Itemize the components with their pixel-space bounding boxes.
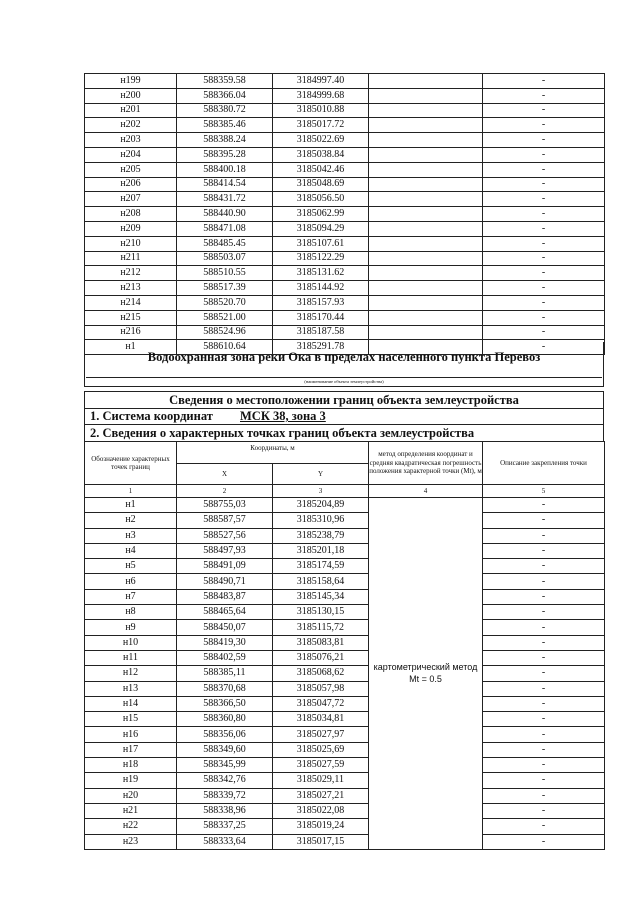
point-description: - (483, 559, 605, 574)
coord-x: 588356,06 (177, 727, 273, 742)
coord-y: 3185238,79 (273, 528, 369, 543)
point-id: н203 (85, 133, 177, 148)
point-description: - (483, 295, 605, 310)
coord-y: 3185076,21 (273, 650, 369, 665)
point-id: н210 (85, 236, 177, 251)
coord-x: 588450,07 (177, 620, 273, 635)
coord-x: 588520.70 (177, 295, 273, 310)
point-id: н204 (85, 147, 177, 162)
table-row (85, 605, 605, 620)
point-description: - (483, 574, 605, 589)
coord-y: 3185291.78 (273, 340, 369, 355)
coordinate-system-label: 1. Система координат (90, 409, 213, 423)
point-id: н9 (85, 620, 177, 635)
coord-y: 3185115,72 (273, 620, 369, 635)
points-table-continued (84, 73, 605, 355)
coord-x: 588342,76 (177, 773, 273, 788)
point-description: - (483, 513, 605, 528)
coord-x: 588360,80 (177, 712, 273, 727)
coord-y: 3185201,18 (273, 543, 369, 558)
coord-x: 588385.46 (177, 118, 273, 133)
point-id: н201 (85, 103, 177, 118)
table-row (85, 498, 605, 513)
point-id: н12 (85, 666, 177, 681)
coord-x: 588491,09 (177, 559, 273, 574)
method-cell (369, 207, 483, 222)
point-description: - (483, 162, 605, 177)
coord-y: 3185038.84 (273, 147, 369, 162)
coord-x: 588370,68 (177, 681, 273, 696)
method-cell (369, 103, 483, 118)
method-cell (369, 133, 483, 148)
point-description: - (483, 605, 605, 620)
table-row (85, 74, 605, 89)
coord-x: 588337,25 (177, 819, 273, 834)
header-y: Y (273, 464, 369, 485)
coord-y: 3185083,81 (273, 635, 369, 650)
coord-x: 588385,11 (177, 666, 273, 681)
header-desc: Описание закрепления точки (483, 442, 605, 485)
point-description: - (483, 147, 605, 162)
point-description: - (483, 620, 605, 635)
point-description: - (483, 712, 605, 727)
table-row (85, 788, 605, 803)
table-row (85, 620, 605, 635)
point-description: - (483, 666, 605, 681)
col-number: 3 (273, 485, 369, 498)
coord-x: 588527,56 (177, 528, 273, 543)
coord-y: 3185107.61 (273, 236, 369, 251)
method-cell (369, 192, 483, 207)
coord-x: 588414.54 (177, 177, 273, 192)
method-cell (369, 177, 483, 192)
method-cell (369, 162, 483, 177)
point-description: - (483, 118, 605, 133)
coord-x: 588338,96 (177, 803, 273, 818)
table-row (85, 819, 605, 834)
coordinate-system-row (84, 408, 604, 425)
col-number: 4 (369, 485, 483, 498)
coord-y: 3185010.88 (273, 103, 369, 118)
point-description: - (483, 788, 605, 803)
coord-x: 588380.72 (177, 103, 273, 118)
point-description: - (483, 192, 605, 207)
point-description: - (483, 340, 605, 355)
coord-y: 3185056.50 (273, 192, 369, 207)
coord-y: 3185022.69 (273, 133, 369, 148)
coord-x: 588497,93 (177, 543, 273, 558)
coord-y: 3185131.62 (273, 266, 369, 281)
point-description: - (483, 236, 605, 251)
point-id: н18 (85, 758, 177, 773)
header-row (85, 442, 605, 464)
coord-x: 588465,64 (177, 605, 273, 620)
point-id: н208 (85, 207, 177, 222)
table-row (85, 207, 605, 222)
method-cell (369, 295, 483, 310)
table-row (85, 681, 605, 696)
col-number: 2 (177, 485, 273, 498)
header-point: Обозначение характерных точек границ (85, 442, 177, 485)
coord-y: 3185122.29 (273, 251, 369, 266)
point-description: - (483, 803, 605, 818)
header-coords: Координаты, м (177, 442, 369, 464)
table-row (85, 574, 605, 589)
coord-x: 588431.72 (177, 192, 273, 207)
coord-x: 588510.55 (177, 266, 273, 281)
point-description: - (483, 589, 605, 604)
table-row (85, 758, 605, 773)
method-cell (369, 281, 483, 296)
coord-x: 588345,99 (177, 758, 273, 773)
coord-y: 3185022,08 (273, 803, 369, 818)
point-id: н200 (85, 88, 177, 103)
coord-x: 588517.39 (177, 281, 273, 296)
coord-x: 588755,03 (177, 498, 273, 513)
point-id: н3 (85, 528, 177, 543)
point-description: - (483, 543, 605, 558)
table-row (85, 88, 605, 103)
method-cell (369, 236, 483, 251)
coord-y: 3185310,96 (273, 513, 369, 528)
point-description: - (483, 207, 605, 222)
col-number: 5 (483, 485, 605, 498)
point-id: н205 (85, 162, 177, 177)
coord-x: 588524.96 (177, 325, 273, 340)
coord-x: 588400.18 (177, 162, 273, 177)
table-row (85, 266, 605, 281)
table-row (85, 221, 605, 236)
point-id: н20 (85, 788, 177, 803)
coord-y: 3185157.93 (273, 295, 369, 310)
section-title: Сведения о местоположении границ объекта землеустройства (84, 391, 604, 409)
coord-y: 3185068,62 (273, 666, 369, 681)
table-row (85, 103, 605, 118)
coord-x: 588521.00 (177, 310, 273, 325)
point-id: н212 (85, 266, 177, 281)
method-cell (369, 221, 483, 236)
coord-y: 3184999.68 (273, 88, 369, 103)
table-row (85, 236, 605, 251)
table-row (85, 177, 605, 192)
point-id: н216 (85, 325, 177, 340)
point-id: н202 (85, 118, 177, 133)
coord-y: 3185027,21 (273, 788, 369, 803)
table-row (85, 295, 605, 310)
point-id: н13 (85, 681, 177, 696)
point-id: н21 (85, 803, 177, 818)
coord-x: 588339,72 (177, 788, 273, 803)
method-cell (369, 266, 483, 281)
coord-y: 3184997.40 (273, 74, 369, 89)
coord-x: 588490,71 (177, 574, 273, 589)
point-description: - (483, 528, 605, 543)
coord-y: 3185062.99 (273, 207, 369, 222)
object-name-caption: (наименование объекта землеустройства) (304, 379, 384, 384)
coord-y: 3185174,59 (273, 559, 369, 574)
coord-x: 588333,64 (177, 834, 273, 849)
point-description: - (483, 103, 605, 118)
point-id: н14 (85, 696, 177, 711)
table-row (85, 773, 605, 788)
coord-y: 3185048.69 (273, 177, 369, 192)
table-row (85, 696, 605, 711)
points-table-continued-body (85, 74, 605, 355)
coord-y: 3185057,98 (273, 681, 369, 696)
point-id: н23 (85, 834, 177, 849)
coord-y: 3185047,72 (273, 696, 369, 711)
table-row (85, 803, 605, 818)
point-id: н17 (85, 742, 177, 757)
table-row (85, 834, 605, 849)
coord-y: 3185204,89 (273, 498, 369, 513)
table-row (85, 727, 605, 742)
coord-y: 3185017.72 (273, 118, 369, 133)
method-cell (369, 118, 483, 133)
coord-y: 3185025,69 (273, 742, 369, 757)
coord-y: 3185027,97 (273, 727, 369, 742)
table-row (85, 133, 605, 148)
coord-y: 3185144.92 (273, 281, 369, 296)
table-row (85, 162, 605, 177)
point-id: н1 (85, 340, 177, 355)
points-section-title: 2. Сведения о характерных точках границ объекта землеустройства (90, 426, 475, 440)
point-id: н16 (85, 727, 177, 742)
point-id: н6 (85, 574, 177, 589)
object-name-underline (86, 377, 602, 378)
table-row (85, 650, 605, 665)
table-row (85, 281, 605, 296)
coord-y: 3185094.29 (273, 221, 369, 236)
coord-x: 588610.64 (177, 340, 273, 355)
point-id: н211 (85, 251, 177, 266)
point-description: - (483, 177, 605, 192)
coord-y: 3185145,34 (273, 589, 369, 604)
point-description: - (483, 310, 605, 325)
coord-x: 588349,60 (177, 742, 273, 757)
point-description: - (483, 74, 605, 89)
point-description: - (483, 696, 605, 711)
point-description: - (483, 681, 605, 696)
point-id: н7 (85, 589, 177, 604)
table-row (85, 118, 605, 133)
point-id: н1 (85, 498, 177, 513)
coord-y: 3185019,24 (273, 819, 369, 834)
col-number: 1 (85, 485, 177, 498)
point-description: - (483, 834, 605, 849)
coord-y: 3185170.44 (273, 310, 369, 325)
point-description: - (483, 281, 605, 296)
point-description: - (483, 742, 605, 757)
point-id: н8 (85, 605, 177, 620)
point-description: - (483, 88, 605, 103)
points-table-body (85, 498, 605, 850)
table-row (85, 559, 605, 574)
header-x: X (177, 464, 273, 485)
method-cell (369, 74, 483, 89)
point-description: - (483, 650, 605, 665)
table-row (85, 251, 605, 266)
point-description: - (483, 133, 605, 148)
object-name-box (84, 342, 604, 387)
table-row (85, 742, 605, 757)
coord-y: 3185017,15 (273, 834, 369, 849)
coord-x: 588388.24 (177, 133, 273, 148)
point-id: н22 (85, 819, 177, 834)
method-cell (369, 310, 483, 325)
coord-y: 3185027,59 (273, 758, 369, 773)
coord-x: 588440.90 (177, 207, 273, 222)
table-row (85, 147, 605, 162)
coord-x: 588503.07 (177, 251, 273, 266)
coord-x: 588366,50 (177, 696, 273, 711)
point-id: н19 (85, 773, 177, 788)
table-row (85, 325, 605, 340)
coord-x: 588485.45 (177, 236, 273, 251)
point-id: н4 (85, 543, 177, 558)
point-description: - (483, 727, 605, 742)
point-id: н215 (85, 310, 177, 325)
point-description: - (483, 635, 605, 650)
method-cell: картометрический метод Mt = 0.5 (369, 498, 483, 850)
coord-x: 588359.58 (177, 74, 273, 89)
point-description: - (483, 498, 605, 513)
coord-y: 3185130,15 (273, 605, 369, 620)
coord-x: 588402,59 (177, 650, 273, 665)
coord-x: 588366.04 (177, 88, 273, 103)
point-description: - (483, 773, 605, 788)
coord-x: 588483,87 (177, 589, 273, 604)
method-cell (369, 88, 483, 103)
method-cell (369, 251, 483, 266)
method-cell (369, 325, 483, 340)
method-cell (369, 147, 483, 162)
table-row (85, 310, 605, 325)
point-id: н5 (85, 559, 177, 574)
table-row (85, 543, 605, 558)
point-description: - (483, 819, 605, 834)
point-description: - (483, 325, 605, 340)
coord-y: 3185029,11 (273, 773, 369, 788)
coord-y: 3185187.58 (273, 325, 369, 340)
coord-x: 588419,30 (177, 635, 273, 650)
point-id: н207 (85, 192, 177, 207)
point-id: н206 (85, 177, 177, 192)
point-description: - (483, 221, 605, 236)
point-id: н214 (85, 295, 177, 310)
coord-x: 588471.08 (177, 221, 273, 236)
header-method: метод определения координат и средняя квадратическая погрешность положения характерной точки (Mt), м (369, 442, 483, 485)
table-row (85, 528, 605, 543)
coord-x: 588395.28 (177, 147, 273, 162)
table-row (85, 666, 605, 681)
coord-y: 3185158,64 (273, 574, 369, 589)
table-row (85, 589, 605, 604)
coord-y: 3185042.46 (273, 162, 369, 177)
point-id: н209 (85, 221, 177, 236)
table-row (85, 513, 605, 528)
point-id: н213 (85, 281, 177, 296)
coordinate-system-value: МСК 38, зона 3 (240, 409, 326, 423)
table-row (85, 635, 605, 650)
point-description: - (483, 758, 605, 773)
coord-x: 588587,57 (177, 513, 273, 528)
point-id: н11 (85, 650, 177, 665)
object-name: Водоохранная зона реки Ока в пределах населенного пункта Перевоз (147, 350, 541, 364)
point-id: н199 (85, 74, 177, 89)
point-description: - (483, 251, 605, 266)
points-table (84, 441, 605, 850)
coord-y: 3185034,81 (273, 712, 369, 727)
point-id: н15 (85, 712, 177, 727)
points-section-row (84, 425, 604, 442)
point-id: н10 (85, 635, 177, 650)
table-row (85, 712, 605, 727)
point-id: н2 (85, 513, 177, 528)
table-row (85, 192, 605, 207)
point-description: - (483, 266, 605, 281)
column-numbers-row (85, 485, 605, 498)
